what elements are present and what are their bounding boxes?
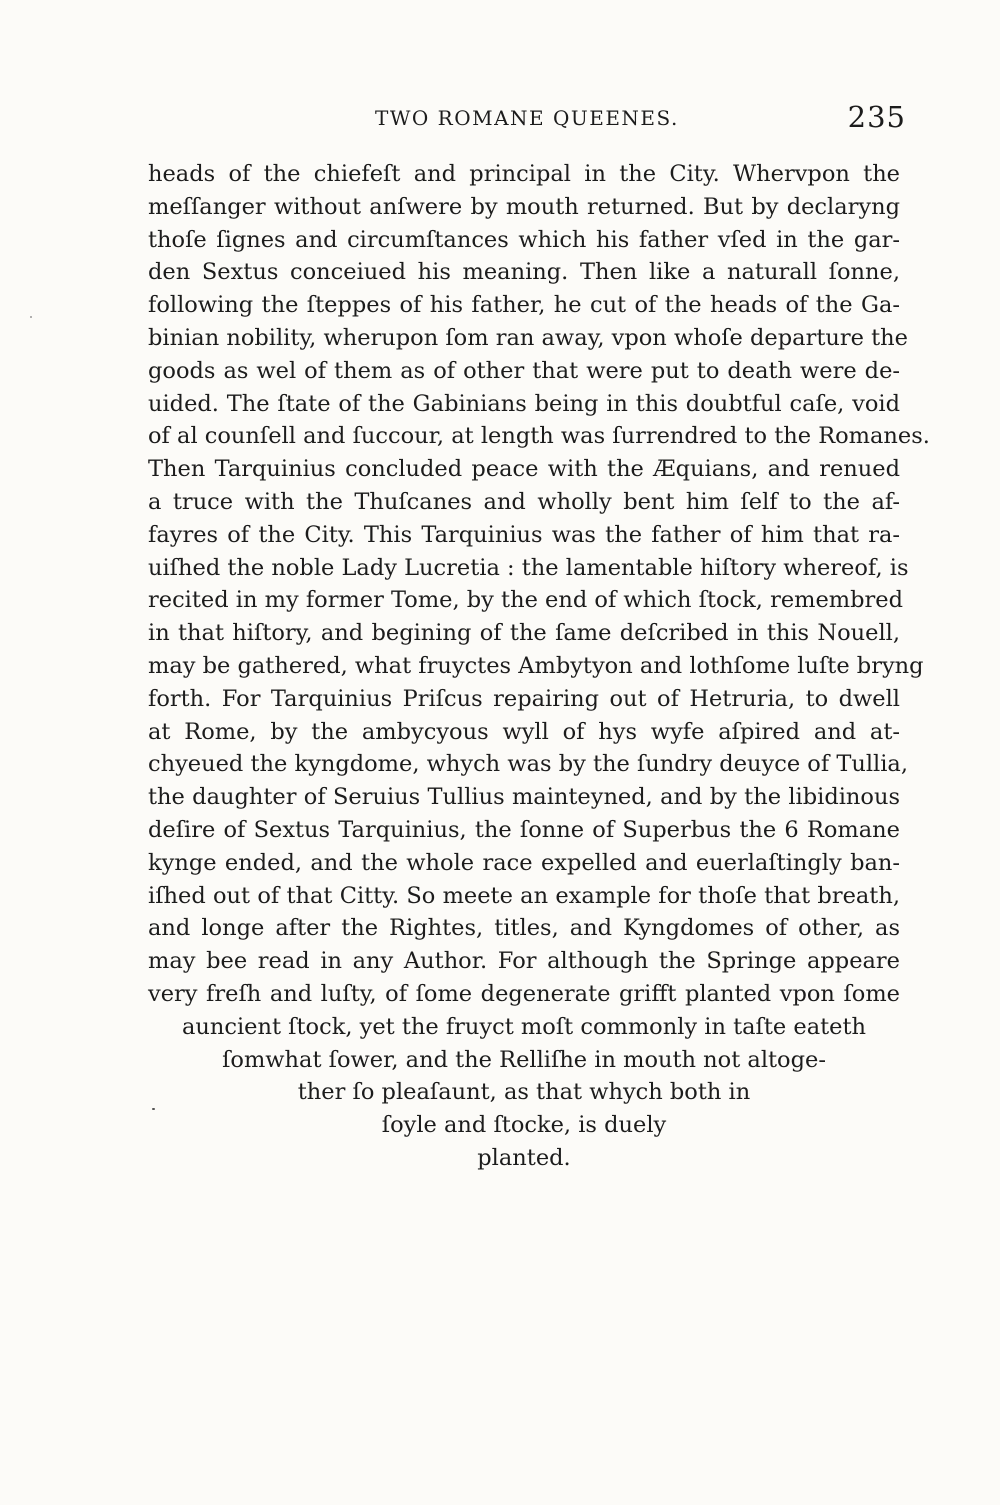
text-line: very freſh and luſty, of ſome degenerate grifft planted vpon ſome bbox=[148, 980, 900, 1007]
paper-speck bbox=[30, 316, 32, 318]
text-line: of al counſell and ſuccour, at length was ſurrendred to the Romanes. bbox=[148, 423, 930, 450]
text-line: may bee read in any Author. For although the Springe appeare bbox=[148, 948, 900, 975]
paper-speck bbox=[152, 1108, 155, 1110]
text-line: may be gathered, what fruyctes Ambytyon and lothſome luſte bryng bbox=[148, 652, 924, 679]
running-title: TWO ROMANE QUEENES. bbox=[375, 106, 679, 130]
tail-line: auncient ſtock, yet the fruyct moſt commonly in taſte eateth bbox=[181, 1013, 867, 1040]
text-line: uided. The ſtate of the Gabinians being in this doubtful caſe, void bbox=[148, 390, 900, 417]
text-line: kynge ended, and the whole race expelled and euerlaſtingly ban- bbox=[148, 849, 900, 876]
running-head bbox=[140, 100, 910, 140]
tail-line: planted. bbox=[477, 1144, 571, 1171]
text-line: recited in my former Tome, by the end of which ſtock, remembred bbox=[148, 587, 904, 614]
text-line: den Sextus conceiued his meaning. Then like a naturall ſonne, bbox=[148, 259, 900, 286]
text-line: forth. For Tarquinius Priſcus repairing out of Hetruria, to dwell bbox=[148, 685, 900, 712]
body-text bbox=[148, 158, 930, 1175]
text-line: at Rome, by the ambycyous wyll of hys wyfe aſpired and at- bbox=[148, 718, 900, 745]
tail-line: ther ſo pleaſaunt, as that whych both in bbox=[297, 1079, 751, 1106]
tail-line: ſoyle and ſtocke, is duely bbox=[381, 1112, 667, 1139]
page-number: 235 bbox=[847, 100, 906, 134]
text-line: in that hiſtory, and begining of the ſame deſcribed in this Nouell, bbox=[148, 620, 900, 647]
text-line: fayres of the City. This Tarquinius was the father of him that ra- bbox=[148, 521, 900, 548]
text-line: meſſanger without anſwere by mouth returned. But by declaryng bbox=[148, 193, 900, 220]
text-line: heads of the chiefeſt and principal in the City. Whervpon the bbox=[148, 161, 900, 187]
text-line: binian nobility, wherupon ſom ran away, vpon whoſe departure the bbox=[148, 324, 908, 351]
text-line: the daughter of Seruius Tullius mainteyned, and by the libidinous bbox=[148, 784, 900, 811]
text-line: iſhed out of that Citty. So meete an example for thoſe that breath, bbox=[148, 882, 900, 909]
text-line: Then Tarquinius concluded peace with the Æquians, and renued bbox=[148, 456, 900, 483]
text-line: uiſhed the noble Lady Lucretia : the lamentable hiſtory whereof, is bbox=[148, 554, 909, 581]
text-line: goods as wel of them as of other that were put to death were de- bbox=[148, 357, 900, 384]
text-line: thoſe ſignes and circumſtances which his father vſed in the gar- bbox=[148, 226, 900, 253]
tail-line: ſomwhat ſower, and the Relliſhe in mouth not altoge- bbox=[222, 1046, 826, 1073]
text-line: a truce with the Thuſcanes and wholly bent him ſelf to the af- bbox=[148, 488, 900, 515]
text-line: and longe after the Rightes, titles, and Kyngdomes of other, as bbox=[148, 915, 900, 942]
text-line: deſire of Sextus Tarquinius, the ſonne of Superbus the 6 Romane bbox=[148, 816, 900, 843]
text-line: following the ſteppes of his father, he cut of the heads of the Ga- bbox=[148, 292, 900, 319]
text-line: chyeued the kyngdome, whych was by the ſundry deuyce of Tullia, bbox=[148, 751, 908, 778]
